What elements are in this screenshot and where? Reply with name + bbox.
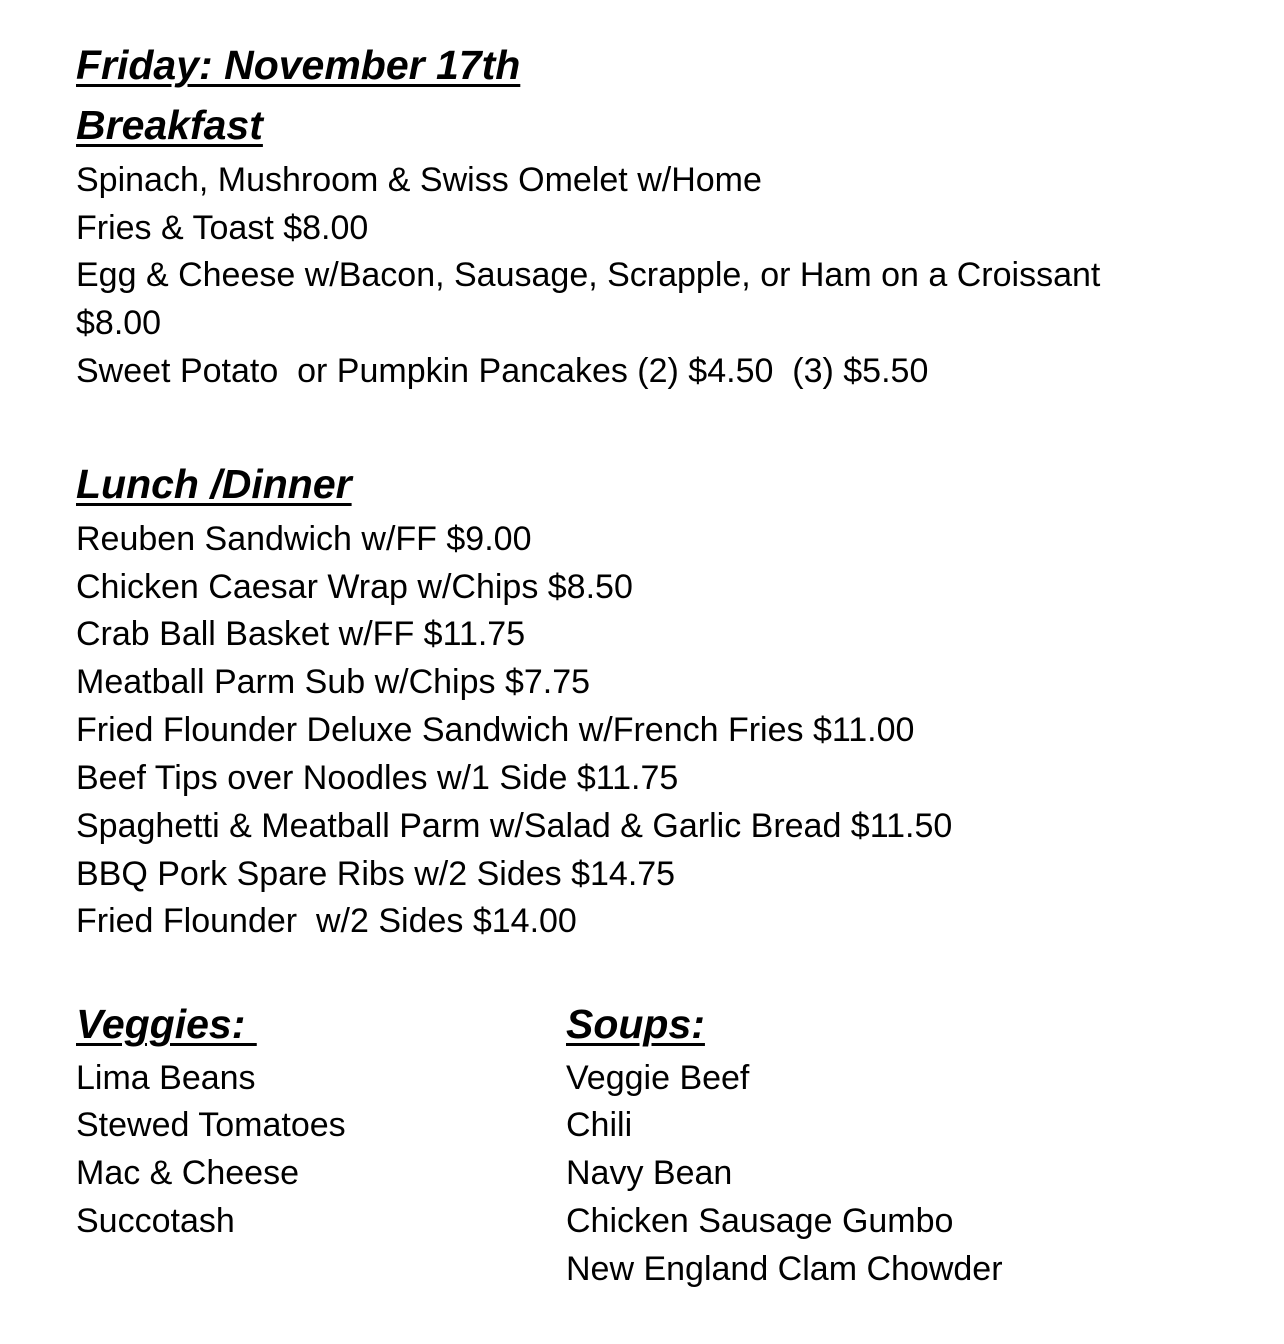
lunch-dinner-item: Meatball Parm Sub w/Chips $7.75 (76, 663, 591, 701)
soup-item: Chili (566, 1106, 633, 1144)
lunch-dinner-item: Fried Flounder Deluxe Sandwich w/French Fries $11.00 (76, 711, 915, 749)
lunch-dinner-item: Spaghetti & Meatball Parm w/Salad & Garlic Bread $11.50 (76, 807, 953, 845)
date-heading: Friday: November 17th (76, 42, 521, 88)
lunch-dinner-heading: Lunch /Dinner (76, 461, 352, 507)
lunch-dinner-item: Beef Tips over Noodles w/1 Side $11.75 (76, 759, 679, 797)
veggie-item: Stewed Tomatoes (76, 1106, 346, 1144)
breakfast-line: $8.00 (76, 304, 162, 342)
veggie-item: Mac & Cheese (76, 1154, 299, 1192)
breakfast-line: Spinach, Mushroom & Swiss Omelet w/Home (76, 161, 762, 199)
lunch-dinner-item: BBQ Pork Spare Ribs w/2 Sides $14.75 (76, 855, 676, 893)
soups-heading: Soups: (566, 1001, 705, 1047)
soup-item: New England Clam Chowder (566, 1250, 1003, 1288)
veggie-item: Succotash (76, 1202, 235, 1240)
breakfast-heading: Breakfast (76, 102, 263, 148)
lunch-dinner-item: Reuben Sandwich w/FF $9.00 (76, 520, 532, 558)
breakfast-line: Sweet Potato or Pumpkin Pancakes (2) $4.50 (3) $5.50 (76, 352, 929, 390)
breakfast-line: Egg & Cheese w/Bacon, Sausage, Scrapple, or Ham on a Croissant (76, 256, 1101, 294)
soup-item: Navy Bean (566, 1154, 733, 1192)
breakfast-line: Fries & Toast $8.00 (76, 209, 369, 247)
soup-item: Veggie Beef (566, 1059, 750, 1097)
lunch-dinner-item: Fried Flounder w/2 Sides $14.00 (76, 902, 577, 940)
soup-item: Chicken Sausage Gumbo (566, 1202, 954, 1240)
veggie-item: Lima Beans (76, 1059, 256, 1097)
lunch-dinner-item: Chicken Caesar Wrap w/Chips $8.50 (76, 568, 633, 606)
lunch-dinner-item: Crab Ball Basket w/FF $11.75 (76, 615, 526, 653)
veggies-heading: Veggies: (76, 1001, 257, 1047)
